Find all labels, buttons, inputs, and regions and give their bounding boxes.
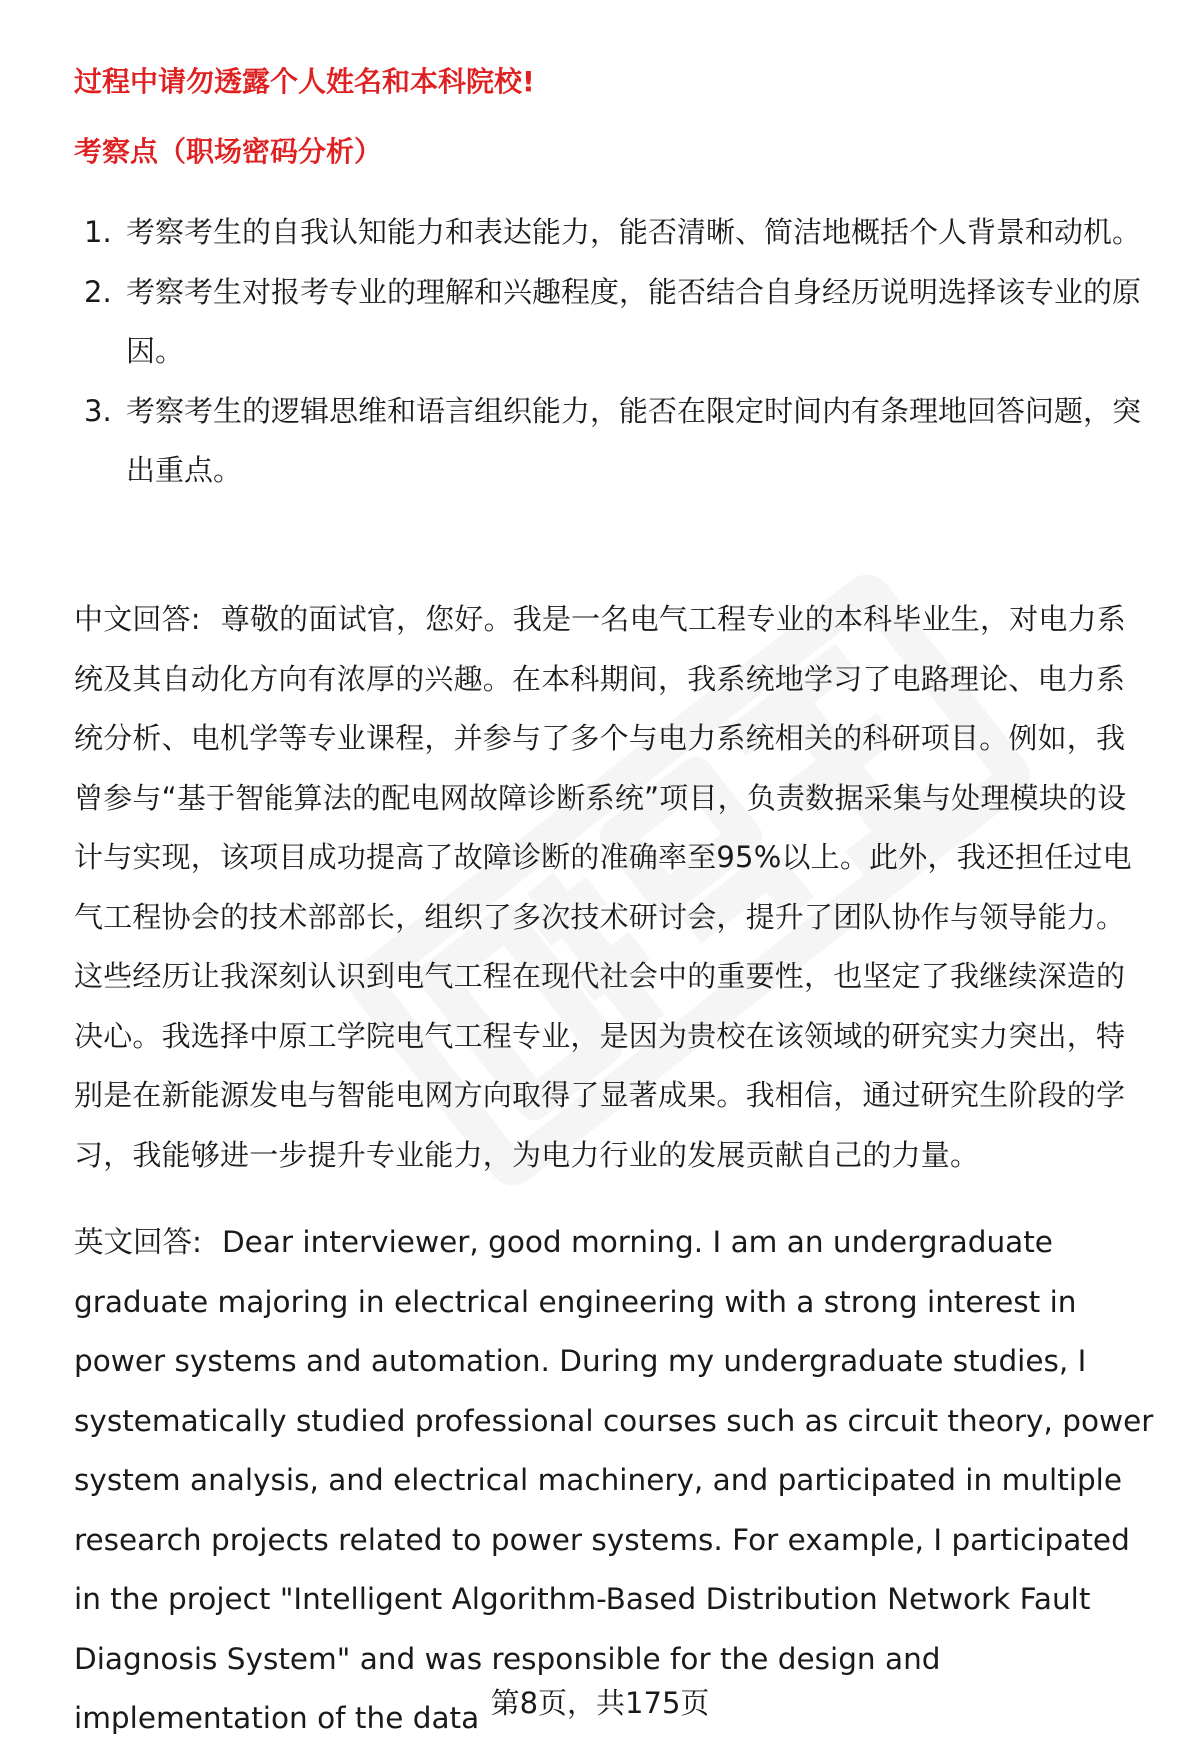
chinese-answer-paragraph — [74, 590, 1154, 1185]
list-item-text: 考察考生的自我认知能力和表达能力，能否清晰、简洁地概括个人背景和动机。 — [126, 215, 1142, 249]
chinese-answer-label: 中文回答: — [74, 602, 201, 636]
english-answer-text: Dear interviewer, good morning. I am an undergraduate graduate majoring in electrical engineering with a strong interest in power systems and automation. During my undergraduate studies, I systematically studied professional courses such as circuit theory, power system analysis, and electrical machinery, and participated in multiple research projects related to power systems. For example, I participated in the project "Intelligent Algorithm-Based Distribution Network Fault Diagnosis System" and was responsible for the design and implementation of the data — [74, 1225, 1154, 1735]
list-item-text: 考察考生的逻辑思维和语言组织能力，能否在限定时间内有条理地回答问题，突出重点。 — [126, 393, 1142, 487]
list-item-number: 2. — [84, 274, 112, 309]
section-title: 考察点（职场密码分析） — [74, 135, 383, 168]
chinese-answer-text: 尊敬的面试官，您好。我是一名电气工程专业的本科毕业生，对电力系统及其自动化方向有浓厚的兴趣。在本科期间，我系统地学习了电路理论、电力系统分析、电机学等专业课程，并参与了多个与电力系统相关的科研项目。例如，我曾参与“基于智能算法的配电网故障诊断系统”项目，负责数据采集与处理模块的设计与实现，该项目成功提高了故障诊断的准确率至95%以上。此外，我还担任过电气工程协会的技术部部长，组织了多次技术研讨会，提升了团队协作与领导能力。这些经历让我深刻认识到电气工程在现代社会中的重要性，也坚定了我继续深造的决心。我选择中原工学院电气工程专业，是因为贵校在该领域的研究实力突出，特别是在新能源发电与智能电网方向取得了显著成果。我相信，通过研究生阶段的学习，我能够进一步提升专业能力，为电力行业的发展贡献自己的力量。 — [74, 602, 1132, 1172]
page-number-footer: 第8页，共175页 — [490, 1686, 710, 1720]
list-item — [84, 203, 1154, 263]
english-answer-paragraph — [74, 1213, 1154, 1749]
list-item-number: 3. — [84, 393, 112, 428]
english-answer-label: 英文回答: — [74, 1225, 202, 1259]
assessment-points-list — [84, 203, 1154, 501]
list-item-text: 考察考生对报考专业的理解和兴趣程度，能否结合自身经历说明选择该专业的原因。 — [126, 274, 1142, 368]
list-item-number: 1. — [84, 215, 112, 249]
list-item — [84, 263, 1154, 382]
list-item — [84, 382, 1154, 501]
privacy-warning: 过程中请勿透露个人姓名和本科院校! — [74, 65, 535, 98]
